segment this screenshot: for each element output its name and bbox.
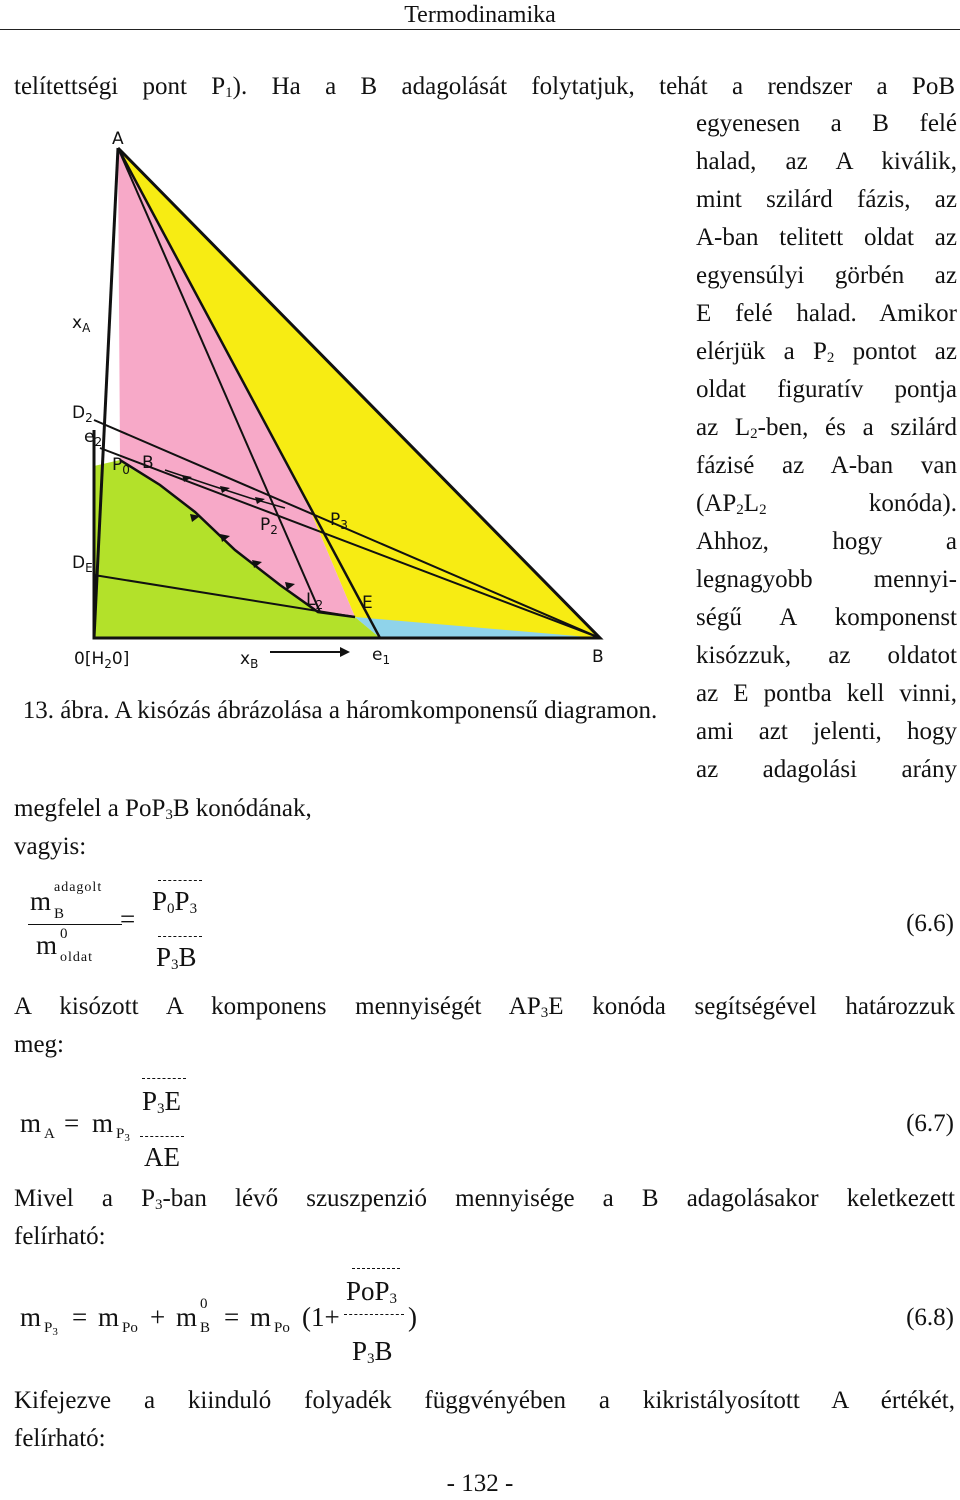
ternary-diagram-figure: [70, 130, 630, 680]
line-konoda: ($AP_2L_2$ konóda).: [696, 490, 957, 518]
page-number: - 132 -: [446, 1470, 514, 1497]
right-column-text: egyenesen a B felé halad, az A kiválik, mint szilárd fázis, az A-ban telitett oldat az egyensúlyi görbén az E felé halad. Amikor elérjük a $P_2$ pontot az oldat figuratív pontja az $L_2$-ben, és a szilárd fázisé az A-ban van ($AP_2L_2$ konóda). Ahhoz, hogy a legnagyobb mennyi- ségű A komponenst kisózzuk, az oldatot az E pontba kell vinni, ami azt jelenti, hogy az adagolási arány: [696, 110, 958, 783]
label-de: $D_E$: [72, 553, 93, 575]
line-p2: elérjük a $P_2$ pontot az: [696, 338, 957, 366]
running-title: Termodinamika: [404, 2, 556, 28]
intro-line: telítettségi pont $P_1$). Ha a B adagolását folytatjuk, tehát a rendszer a PoB: [14, 73, 955, 101]
equation-6-8: m $P_3$ = m Po + m 0 B = m Po (1+ PoP$_3$ $P_3B$ ) (6.8): [0, 1262, 960, 1382]
label-e: E: [362, 593, 373, 613]
text-kisozott: A kisózott A komponens mennyiségét $AP_3E$ konóda segítségével határozzuk meg:: [14, 993, 955, 1058]
label-xa: $x_A$: [72, 313, 91, 335]
label-d2: $D_2$: [72, 403, 93, 425]
label-b-point: B: [142, 453, 154, 473]
text-mivel: Mivel a $P_3$-ban lévő szuszpenzió mennyisége a B adagolásakor keletkezett felírható:: [14, 1185, 955, 1250]
label-origin: $0[H_20]$: [74, 649, 130, 671]
figure-caption: 13. ábra. A kisózás ábrázolása a háromkomponensű diagramon.: [22, 697, 658, 724]
label-a: A: [112, 130, 124, 149]
label-xb: $x_B$: [240, 649, 259, 671]
page-header: [0, 0, 960, 30]
text-kifejezve: Kifejezve a kiinduló folyadék függvényében a kikristályosított A értékét, felírható:: [14, 1387, 955, 1452]
equation-6-6: m adagolt B m 0 oldat = $P_0P_3$ $P_3B$ (6.6): [30, 880, 954, 973]
equation-6-7: m A = m $P_3$ $P_3E$ AE (6.7): [0, 1070, 960, 1180]
label-e2: $e_2$: [84, 427, 103, 449]
header-rule: [0, 29, 960, 30]
label-l2: $L_2$: [306, 590, 324, 612]
line-l2: az $L_2$-ben, és a szilárd: [696, 414, 958, 442]
xb-arrowhead: [340, 647, 350, 657]
label-p3: $P_3$: [330, 510, 348, 532]
label-p2: $P_2$: [260, 515, 278, 537]
label-b-corner: B: [592, 647, 604, 667]
label-e1: $e_1$: [372, 645, 391, 667]
after-figure-text: megfelel a PoP$_3$B konódának, vagyis:: [14, 795, 312, 860]
label-p0: $P_0$: [112, 455, 130, 477]
